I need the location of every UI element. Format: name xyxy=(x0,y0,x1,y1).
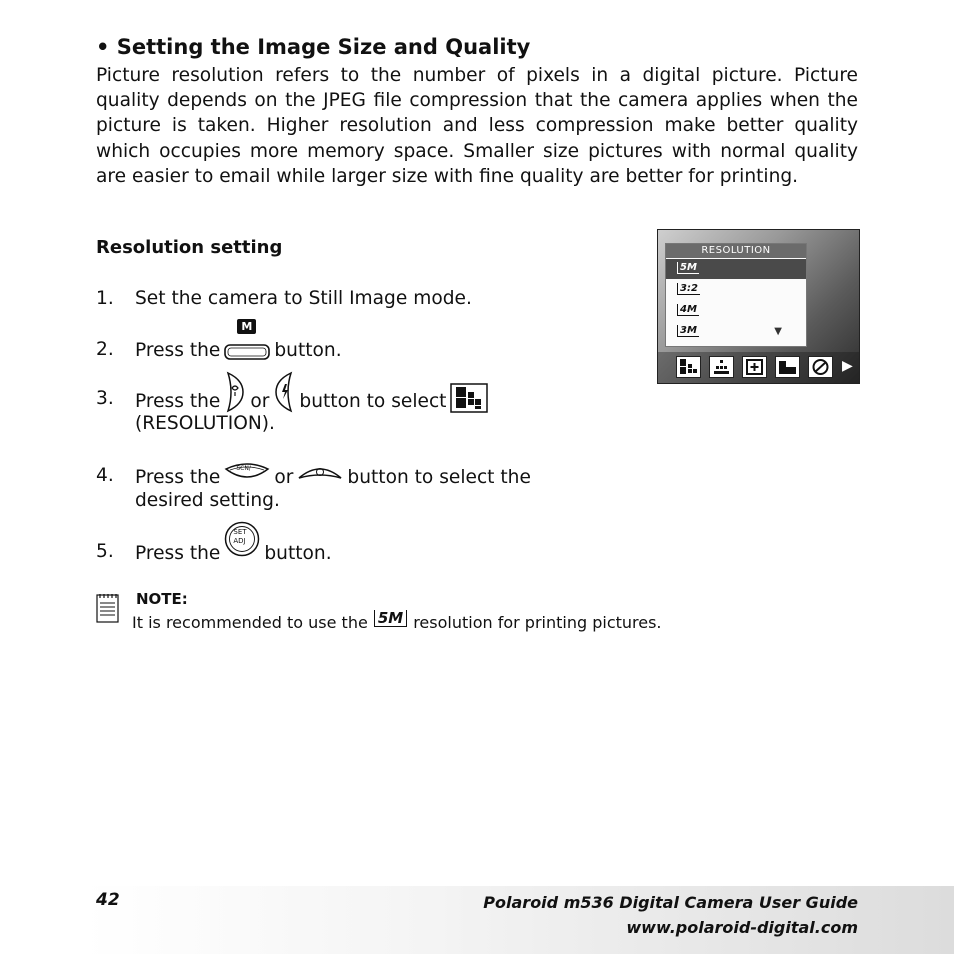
set-adj-button-icon xyxy=(224,528,260,565)
step-2-post: button. xyxy=(274,339,342,361)
note-title: NOTE: xyxy=(136,590,188,608)
set-label: SET xyxy=(233,528,247,536)
step-1 xyxy=(135,288,472,309)
metering-tab-icon[interactable] xyxy=(742,356,767,378)
step-2-pre: Press the xyxy=(135,339,221,361)
color-effect-tab-icon[interactable] xyxy=(808,356,833,378)
step-4-pre: Press the xyxy=(135,466,221,488)
section-heading: • Setting the Image Size and Quality xyxy=(96,35,531,59)
self-timer-button-icon xyxy=(297,468,343,486)
scene-tab-icon[interactable] xyxy=(775,356,800,378)
step-4-line2: desired setting. xyxy=(135,490,280,511)
step-5-pre: Press the xyxy=(135,542,221,564)
step-2-number: 2. xyxy=(96,339,114,360)
footer-guide-title: Polaroid m536 Digital Camera User Guide xyxy=(483,893,858,912)
note-post: resolution for printing pictures. xyxy=(413,613,662,632)
right-flash-button-icon xyxy=(273,388,295,414)
step-3-line2: (RESOLUTION). xyxy=(135,413,275,434)
quality-tab-icon[interactable] xyxy=(709,356,734,378)
resolution-menu xyxy=(665,243,807,347)
function-icon-bar xyxy=(658,352,859,383)
menu-item-5m[interactable]: 5M xyxy=(666,259,806,279)
footer-url[interactable]: www.polaroid-digital.com xyxy=(626,918,858,937)
resolution-setting-subheading: Resolution setting xyxy=(96,237,283,258)
page-number: 42 xyxy=(96,890,120,910)
menu-item-3-2[interactable]: 3:2 xyxy=(666,280,806,300)
step-2 xyxy=(135,320,342,361)
step-5-number: 5. xyxy=(96,541,114,562)
scene-button-label: SCN/ xyxy=(236,465,251,472)
step-3-number: 3. xyxy=(96,388,114,409)
5m-resolution-icon: 5M xyxy=(374,610,407,627)
step-5-post: button. xyxy=(264,542,332,564)
resolution-icon xyxy=(450,389,488,413)
next-page-arrow-icon[interactable]: ▶ xyxy=(842,358,853,374)
step-3 xyxy=(135,388,492,414)
menu-item-4m[interactable]: 4M xyxy=(666,301,806,321)
menu-button-label: M xyxy=(237,319,256,334)
step-3-post: button to select xyxy=(299,390,447,412)
intro-paragraph: Picture resolution refers to the number of pixels in a digital picture. Picture quality depends on the JPEG file compression that the camera applies when the picture is taken. Higher resolution and less compression make better quality which occupies more memory space. Smaller size pictures with normal quality are easier to email while larger size with fine quality are better for printing. xyxy=(96,65,858,187)
resolution-tab-icon[interactable] xyxy=(676,356,701,378)
scroll-down-arrow-icon: ▼ xyxy=(774,326,782,337)
left-macro-button-icon xyxy=(224,388,246,414)
menu-title: RESOLUTION xyxy=(666,244,806,258)
adj-label: ADJ xyxy=(233,537,246,545)
camera-lcd-screenshot xyxy=(657,229,860,384)
note-text xyxy=(132,609,662,632)
note-pre: It is recommended to use the xyxy=(132,613,368,632)
step-1-text: Set the camera to Still Image mode. xyxy=(135,288,472,309)
step-4-post: button to select the xyxy=(347,466,531,488)
step-3-pre: Press the xyxy=(135,390,221,412)
step-5 xyxy=(135,528,332,565)
step-4-number: 4. xyxy=(96,465,114,486)
menu-item-3m[interactable]: 3M xyxy=(666,322,806,342)
menu-button-icon xyxy=(224,320,270,361)
step-1-number: 1. xyxy=(96,288,114,309)
step-4 xyxy=(135,465,531,489)
step-3-mid: or xyxy=(250,390,270,412)
step-4-mid: or xyxy=(274,466,294,488)
scene-button-icon xyxy=(224,465,270,489)
note-notepad-icon xyxy=(96,592,120,628)
